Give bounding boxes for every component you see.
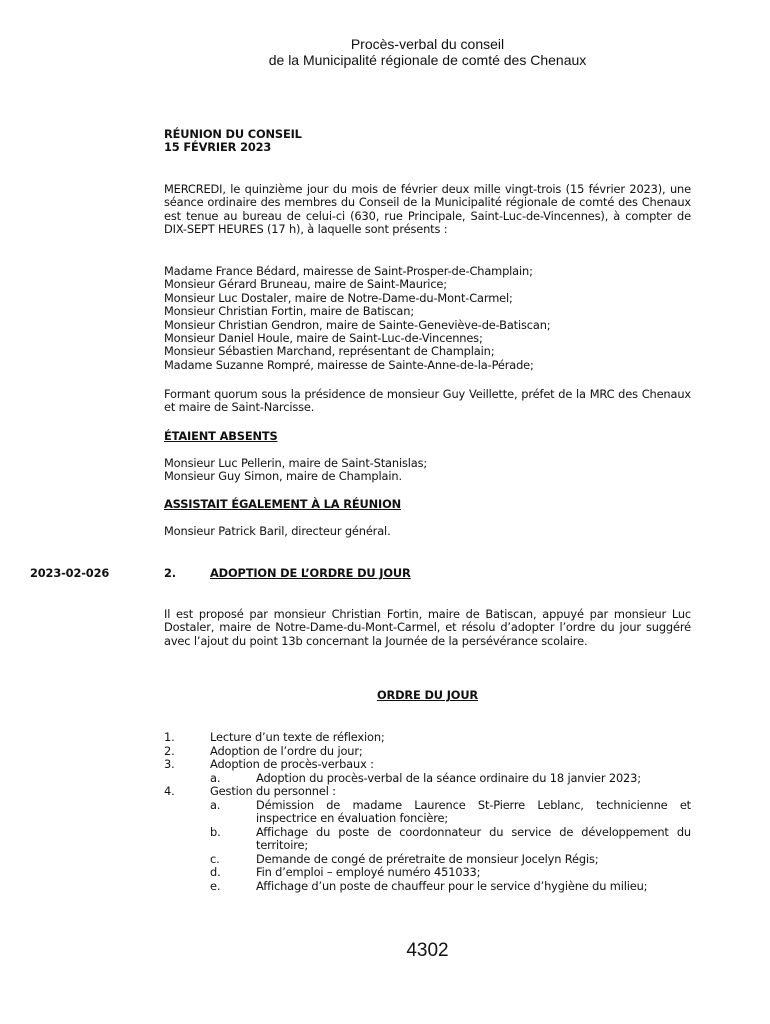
agenda-subitem-text: Fin d’emploi – employé numéro 451033; <box>256 865 481 879</box>
agenda-item-text: Adoption de procès-verbaux : <box>210 757 374 771</box>
agenda-subitem-letter: a. <box>210 770 221 785</box>
absent-heading: ÉTAIENT ABSENTS <box>164 429 278 443</box>
quorum-paragraph: Formant quorum sous la présidence de monsieur Guy Veillette, préfet de la MRC des Chenaux et maire de Saint-Narcisse. <box>164 387 691 415</box>
agenda-subitem-text: Affichage du poste de coordonnateur du service de développement du territoire; <box>256 824 691 852</box>
agenda-subitem <box>164 853 691 867</box>
resolution-item-number: 2. <box>164 566 176 580</box>
agenda-subitem-text: Affichage d’un poste de chauffeur pour le service d’hygiène du milieu; <box>256 878 648 893</box>
present-list <box>164 265 704 372</box>
agenda-heading: ORDRE DU JOUR <box>376 688 479 702</box>
agenda-item <box>164 758 691 772</box>
also-present-person: Monsieur Patrick Baril, directeur général. <box>164 524 391 538</box>
present-member: Monsieur Sébastien Marchand, représentant de Champlain; <box>164 344 495 359</box>
resolution-number: 2023-02-026 <box>30 566 110 580</box>
agenda-item-text: Adoption de l’ordre du jour; <box>210 743 363 758</box>
present-member: Monsieur Gérard Bruneau, maire de Saint-Maurice; <box>164 277 447 292</box>
absent-member: Monsieur Guy Simon, maire de Champlain. <box>164 469 402 484</box>
agenda-item-number: 3. <box>164 757 175 771</box>
agenda-list <box>164 731 691 893</box>
agenda-subitem <box>164 880 691 894</box>
header-line-2: de la Municipalité régionale de comté des Chenaux <box>268 52 587 68</box>
agenda-subitem <box>164 866 691 880</box>
agenda-subitem-text: Demande de congé de préretraite de monsieur Jocelyn Régis; <box>256 851 599 866</box>
absent-list <box>164 457 427 484</box>
meeting-title: RÉUNION DU CONSEIL <box>164 127 302 141</box>
agenda-item <box>164 785 691 799</box>
agenda-item-text: Gestion du personnel : <box>210 784 336 798</box>
present-member: Monsieur Daniel Houle, maire de Saint-Luc-de-Vincennes; <box>164 331 483 346</box>
also-present-heading: ASSISTAIT ÉGALEMENT À LA RÉUNION <box>164 497 402 511</box>
present-member: Monsieur Luc Dostaler, maire de Notre-Dame-du-Mont-Carmel; <box>164 290 513 305</box>
agenda-subitem-text: Démission de madame Laurence St-Pierre Leblanc, technicienne et inspectrice en évaluation foncière; <box>256 797 691 825</box>
agenda-item <box>164 731 691 745</box>
header-line-1: Procès-verbal du conseil <box>350 36 505 52</box>
agenda-subitem <box>164 826 691 853</box>
agenda-item-number: 4. <box>164 784 175 798</box>
present-member: Madame Suzanne Rompré, mairesse de Sainte-Anne-de-la-Pérade; <box>164 357 534 372</box>
agenda-item-number: 1. <box>164 730 175 744</box>
agenda-subitem-letter: d. <box>210 865 221 879</box>
meeting-date: 15 FÉVRIER 2023 <box>164 140 272 154</box>
page-number: 4302 <box>406 940 449 961</box>
agenda-item-text: Lecture d’un texte de réflexion; <box>210 730 385 744</box>
document-header <box>0 36 770 68</box>
agenda-item-number: 2. <box>164 743 175 758</box>
present-member: Monsieur Christian Fortin, maire de Batiscan; <box>164 304 415 319</box>
present-member: Madame France Bédard, mairesse de Saint-Prosper-de-Champlain; <box>164 264 533 278</box>
agenda-subitem <box>164 799 691 826</box>
agenda-subitem-letter: a. <box>210 797 221 812</box>
present-member: Monsieur Christian Gendron, maire de Sainte-Geneviève-de-Batiscan; <box>164 317 551 332</box>
agenda-subitem-letter: b. <box>210 824 221 839</box>
resolution-text: Il est proposé par monsieur Christian Fortin, maire de Batiscan, appuyé par monsieur Luc Dostaler, maire de Notre-Dame-du-Mont-Carmel, et résolu d’adopter l’ordre du jour suggéré avec l’ajout du point 13b concernant la Journée de la persévérance scolaire. <box>164 607 691 648</box>
absent-member: Monsieur Luc Pellerin, maire de Saint-Stanislas; <box>164 456 428 470</box>
agenda-subitem-letter: c. <box>210 851 220 866</box>
agenda-item <box>164 745 691 759</box>
agenda-subitem-letter: e. <box>210 878 221 893</box>
intro-paragraph: MERCREDI, le quinzième jour du mois de février deux mille vingt-trois (15 février 2023), une séance ordinaire des membres du Conseil de la Municipalité régionale de comté des Chenaux est tenue au bureau de celui-ci (630, rue Principale, Saint-Luc-de-Vincennes), à compter de DIX-SEPT HEURES (17 h), à laquelle sont présents : <box>164 182 691 237</box>
agenda-subitem-text: Adoption du procès-verbal de la séance ordinaire du 18 janvier 2023; <box>256 770 641 785</box>
agenda-subitem <box>164 772 691 786</box>
resolution-title: ADOPTION DE L’ORDRE DU JOUR <box>210 566 411 580</box>
